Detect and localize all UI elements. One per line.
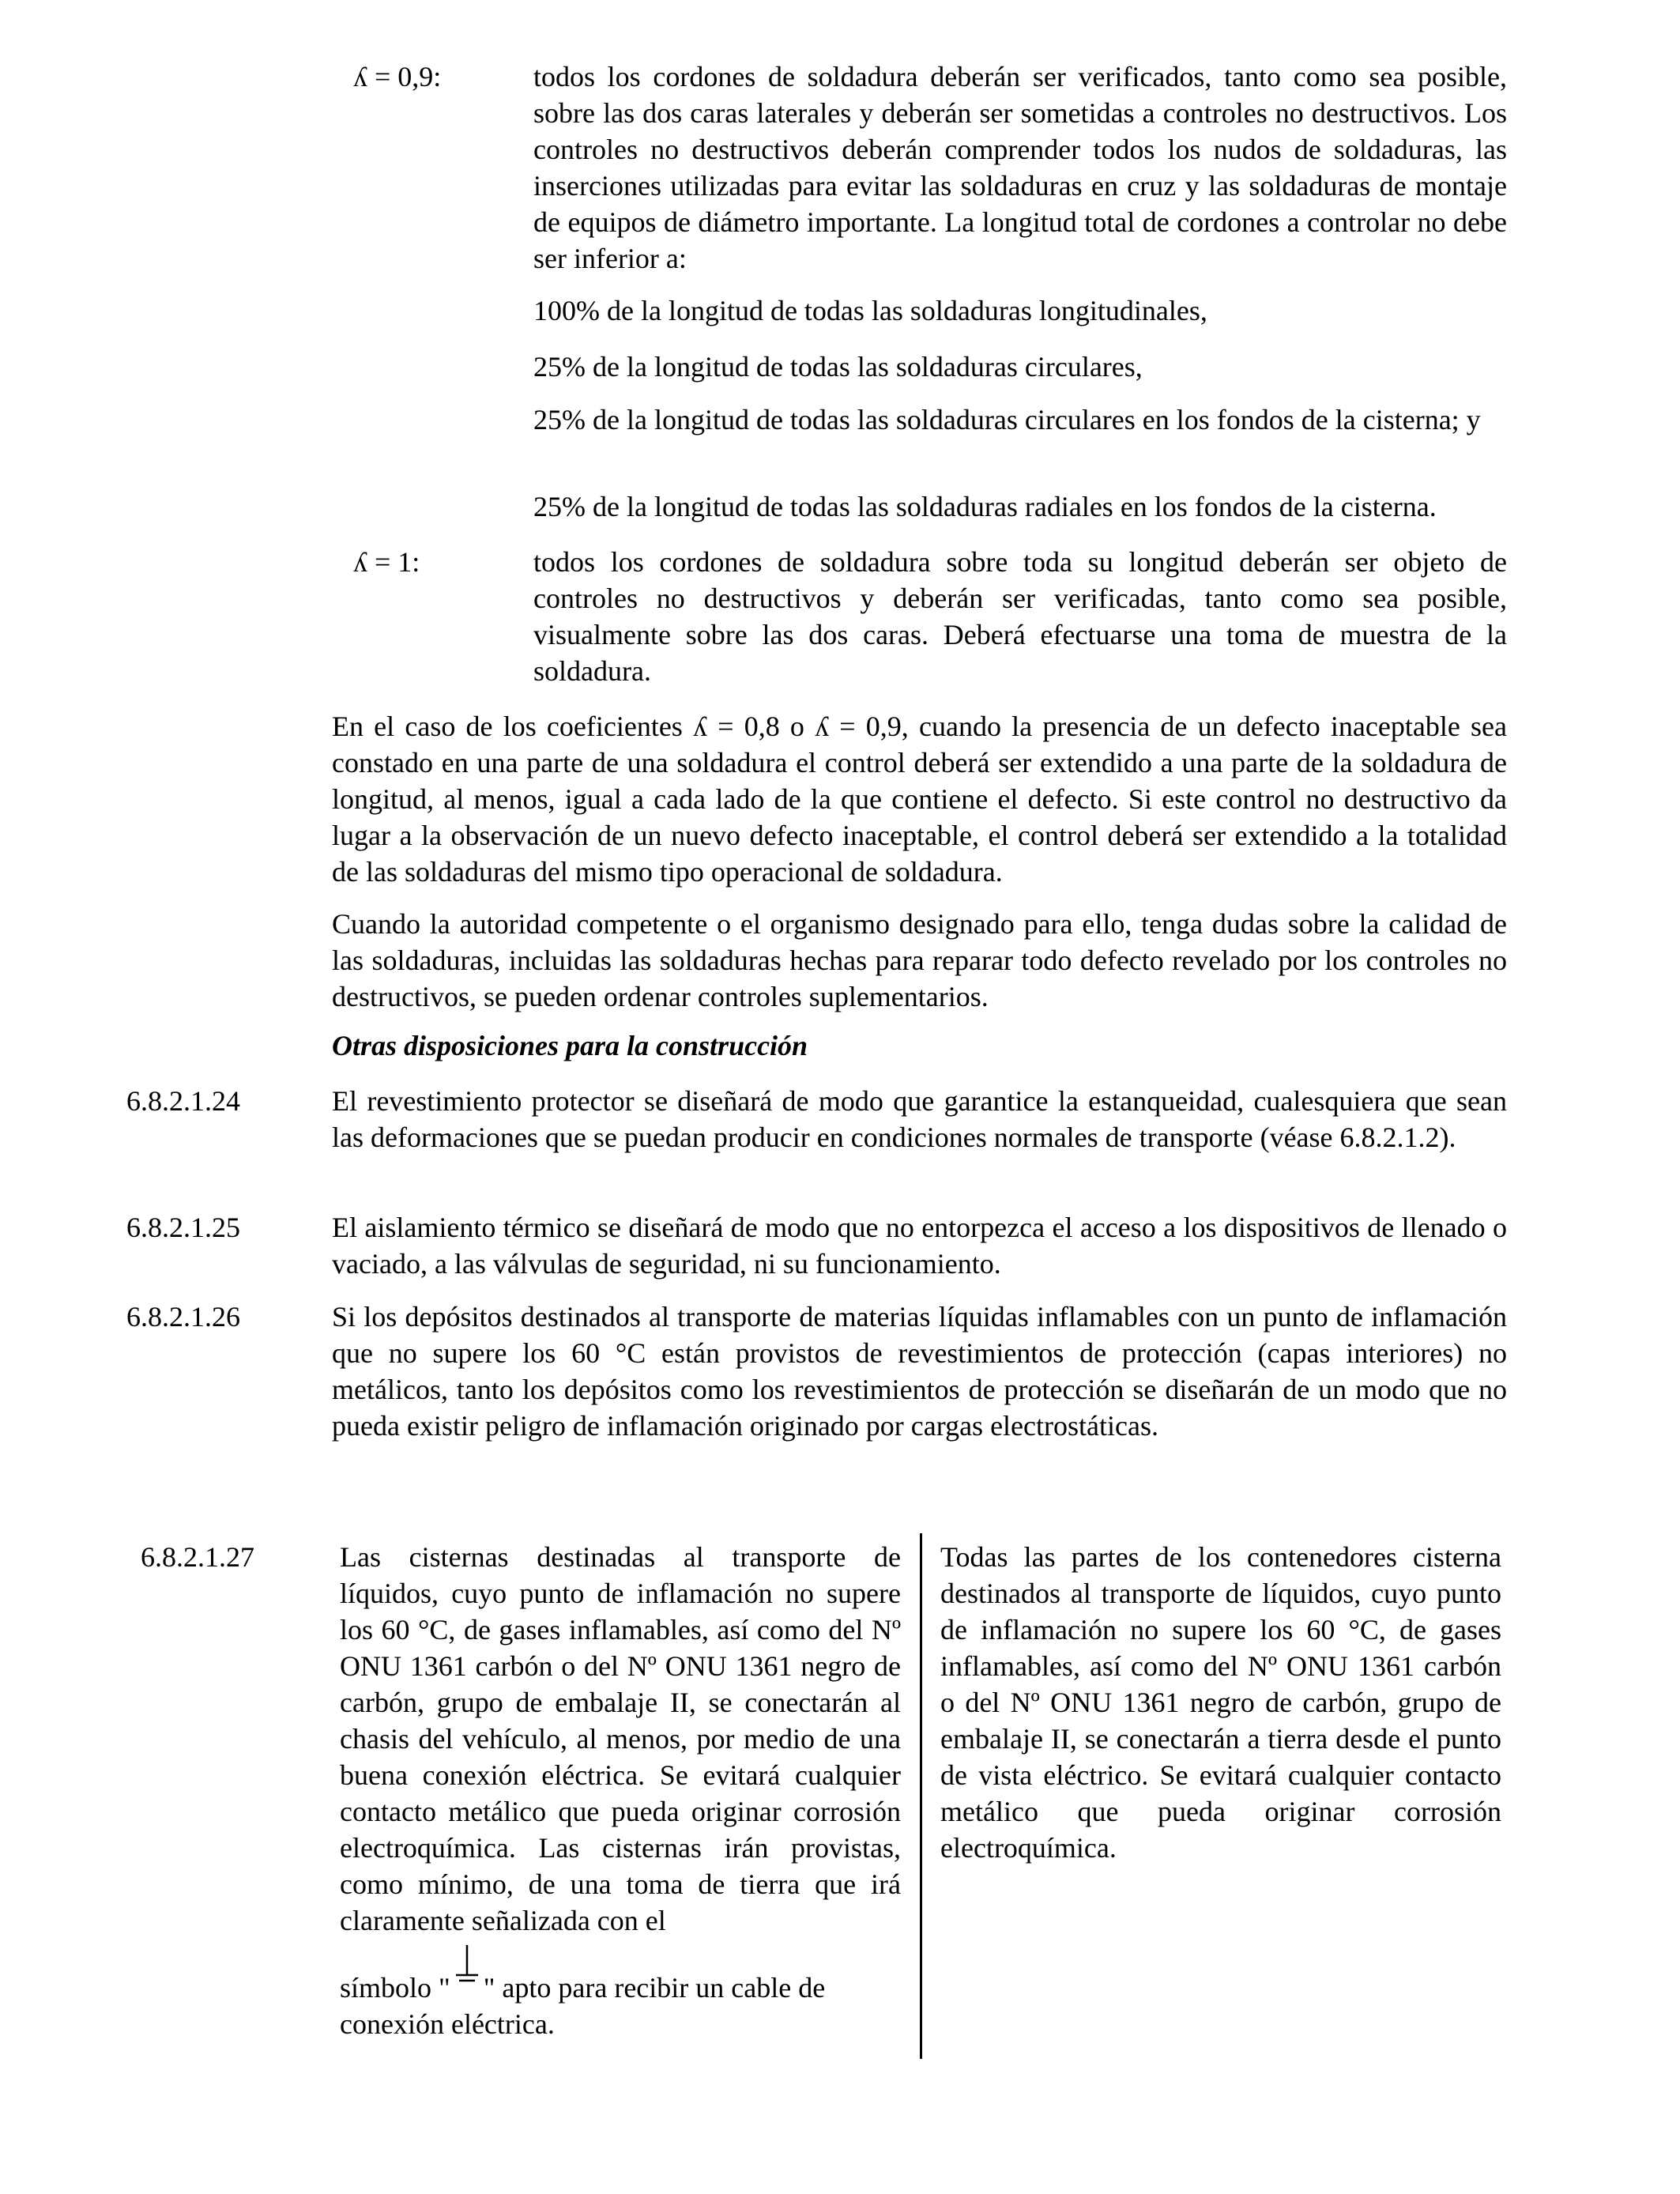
list-item: 100% de la longitud de todas las soldaduras longitudinales, [533,295,1207,326]
coefficient-09-label: ʎ = 0,9: [353,61,442,92]
earth-symbol-line [340,1961,901,2042]
adr-column-text: Todas las partes de los contenedores cisterna destinados al transporte de líquidos, cuyo punto de inflamación no supere los 60 °C, de gases inflamables, así como del Nº ONU 1361 carbón o del Nº ONU 1361 negro de carbón, grupo de embalaje II, se conectarán a tierra desde el punto de vista eléctrico. Se evitará cualquier contacto metálico que pueda originar corrosión electroquímica. [940,1541,1501,1864]
coefficient-1-label: ʎ = 1: [353,546,420,578]
symbol-prefix: símbolo " [340,1972,450,2004]
rid-column-text: Las cisternas destinadas al transporte de líquidos, cuyo punto de inflamación no supere los 60 °C, de gases inflamables, así como del Nº ONU 1361 carbón o del Nº ONU 1361 negro de carbón, grupo de embalaje II, se conectarán al chasis del vehículo, al menos, por medio de una buena conexión eléctrica. Se evitará cualquier contacto metálico que pueda originar corrosión electroquímica. Las cisternas irán provistas, como mínimo, de una toma de tierra que irá claramente señalizada con el [340,1541,901,1936]
list-item: 25% de la longitud de todas las soldaduras circulares, [533,351,1143,383]
list-item: 25% de la longitud de todas las soldaduras circulares en los fondos de la cisterna; y [533,404,1481,435]
defect-paragraph: En el caso de los coeficientes ʎ = 0,8 o ʎ = 0,9, cuando la presencia de un defecto inaceptable sea constado en una parte de una soldadura el control deberá ser extendido a una parte de la soldadura de longitud, al menos, igual a cada lado de la que contiene el defecto. Si este control no destructivo da lugar a la observación de un nuevo defecto inaceptable, el control deberá ser extendido a la totalidad de las soldaduras del mismo tipo operacional de soldadura. [332,711,1507,888]
list-item: 25% de la longitud de todas las soldaduras radiales en los fondos de la cisterna. [533,491,1437,522]
section-text: El aislamiento térmico se diseñará de modo que no entorpezca el acceso a los dispositivos de llenado o vaciado, a las válvulas de seguridad, ni su funcionamiento. [332,1212,1507,1280]
section-text: Si los depósitos destinados al transporte de materias líquidas inflamables con un punto de inflamación que no supere los 60 °C están provistos de revestimientos de protección (capas interiores) no metálicos, tanto los depósitos como los revestimientos de protección se diseñarán de un modo que no pueda existir peligro de inflamación originado por cargas electrostáticas. [332,1301,1507,1442]
rid-column [340,1539,901,2042]
coefficient-09-text: todos los cordones de soldadura deberán ser verificados, tanto como sea posible, sobre las dos caras laterales y deberán ser sometidas a controles no destructivos. Los controles no destructivos deberán comprender todos los nudos de soldaduras, las inserciones utilizadas para evitar las soldaduras en cruz y las soldaduras de montaje de equipos de diámetro importante. La longitud total de cordones a controlar no debe ser inferior a: [533,61,1507,274]
section-number: 6.8.2.1.26 [126,1301,240,1333]
section-text: El revestimiento protector se diseñará de modo que garantice la estanqueidad, cualesquiera que sean las deformaciones que se puedan producir en condiciones normales de transporte (véase 6.8.2.1.2). [332,1085,1507,1153]
authority-paragraph: Cuando la autoridad competente o el organismo designado para ello, tenga dudas sobre la calidad de las soldaduras, incluidas las soldaduras hechas para reparar todo defecto revelado por los controles no destructivos, se pueden ordenar controles suplementarios. [332,908,1507,1012]
coefficient-1-text: todos los cordones de soldadura sobre toda su longitud deberán ser objeto de controles no destructivos y deberán ser verificadas, tanto como sea posible, visualmente sobre las dos caras. Deberá efectuarse una toma de muestra de la soldadura. [533,546,1507,687]
section-number: 6.8.2.1.25 [126,1212,240,1243]
earth-ground-icon [454,1961,480,1997]
symbol-suffix: " apto para recibir un cable de conexión eléctrica. [340,1972,826,2040]
column-divider [920,1533,922,2059]
section-number: 6.8.2.1.24 [126,1085,240,1117]
section-heading: Otras disposiciones para la construcción [332,1030,808,1061]
section-number: 6.8.2.1.27 [141,1541,254,1573]
